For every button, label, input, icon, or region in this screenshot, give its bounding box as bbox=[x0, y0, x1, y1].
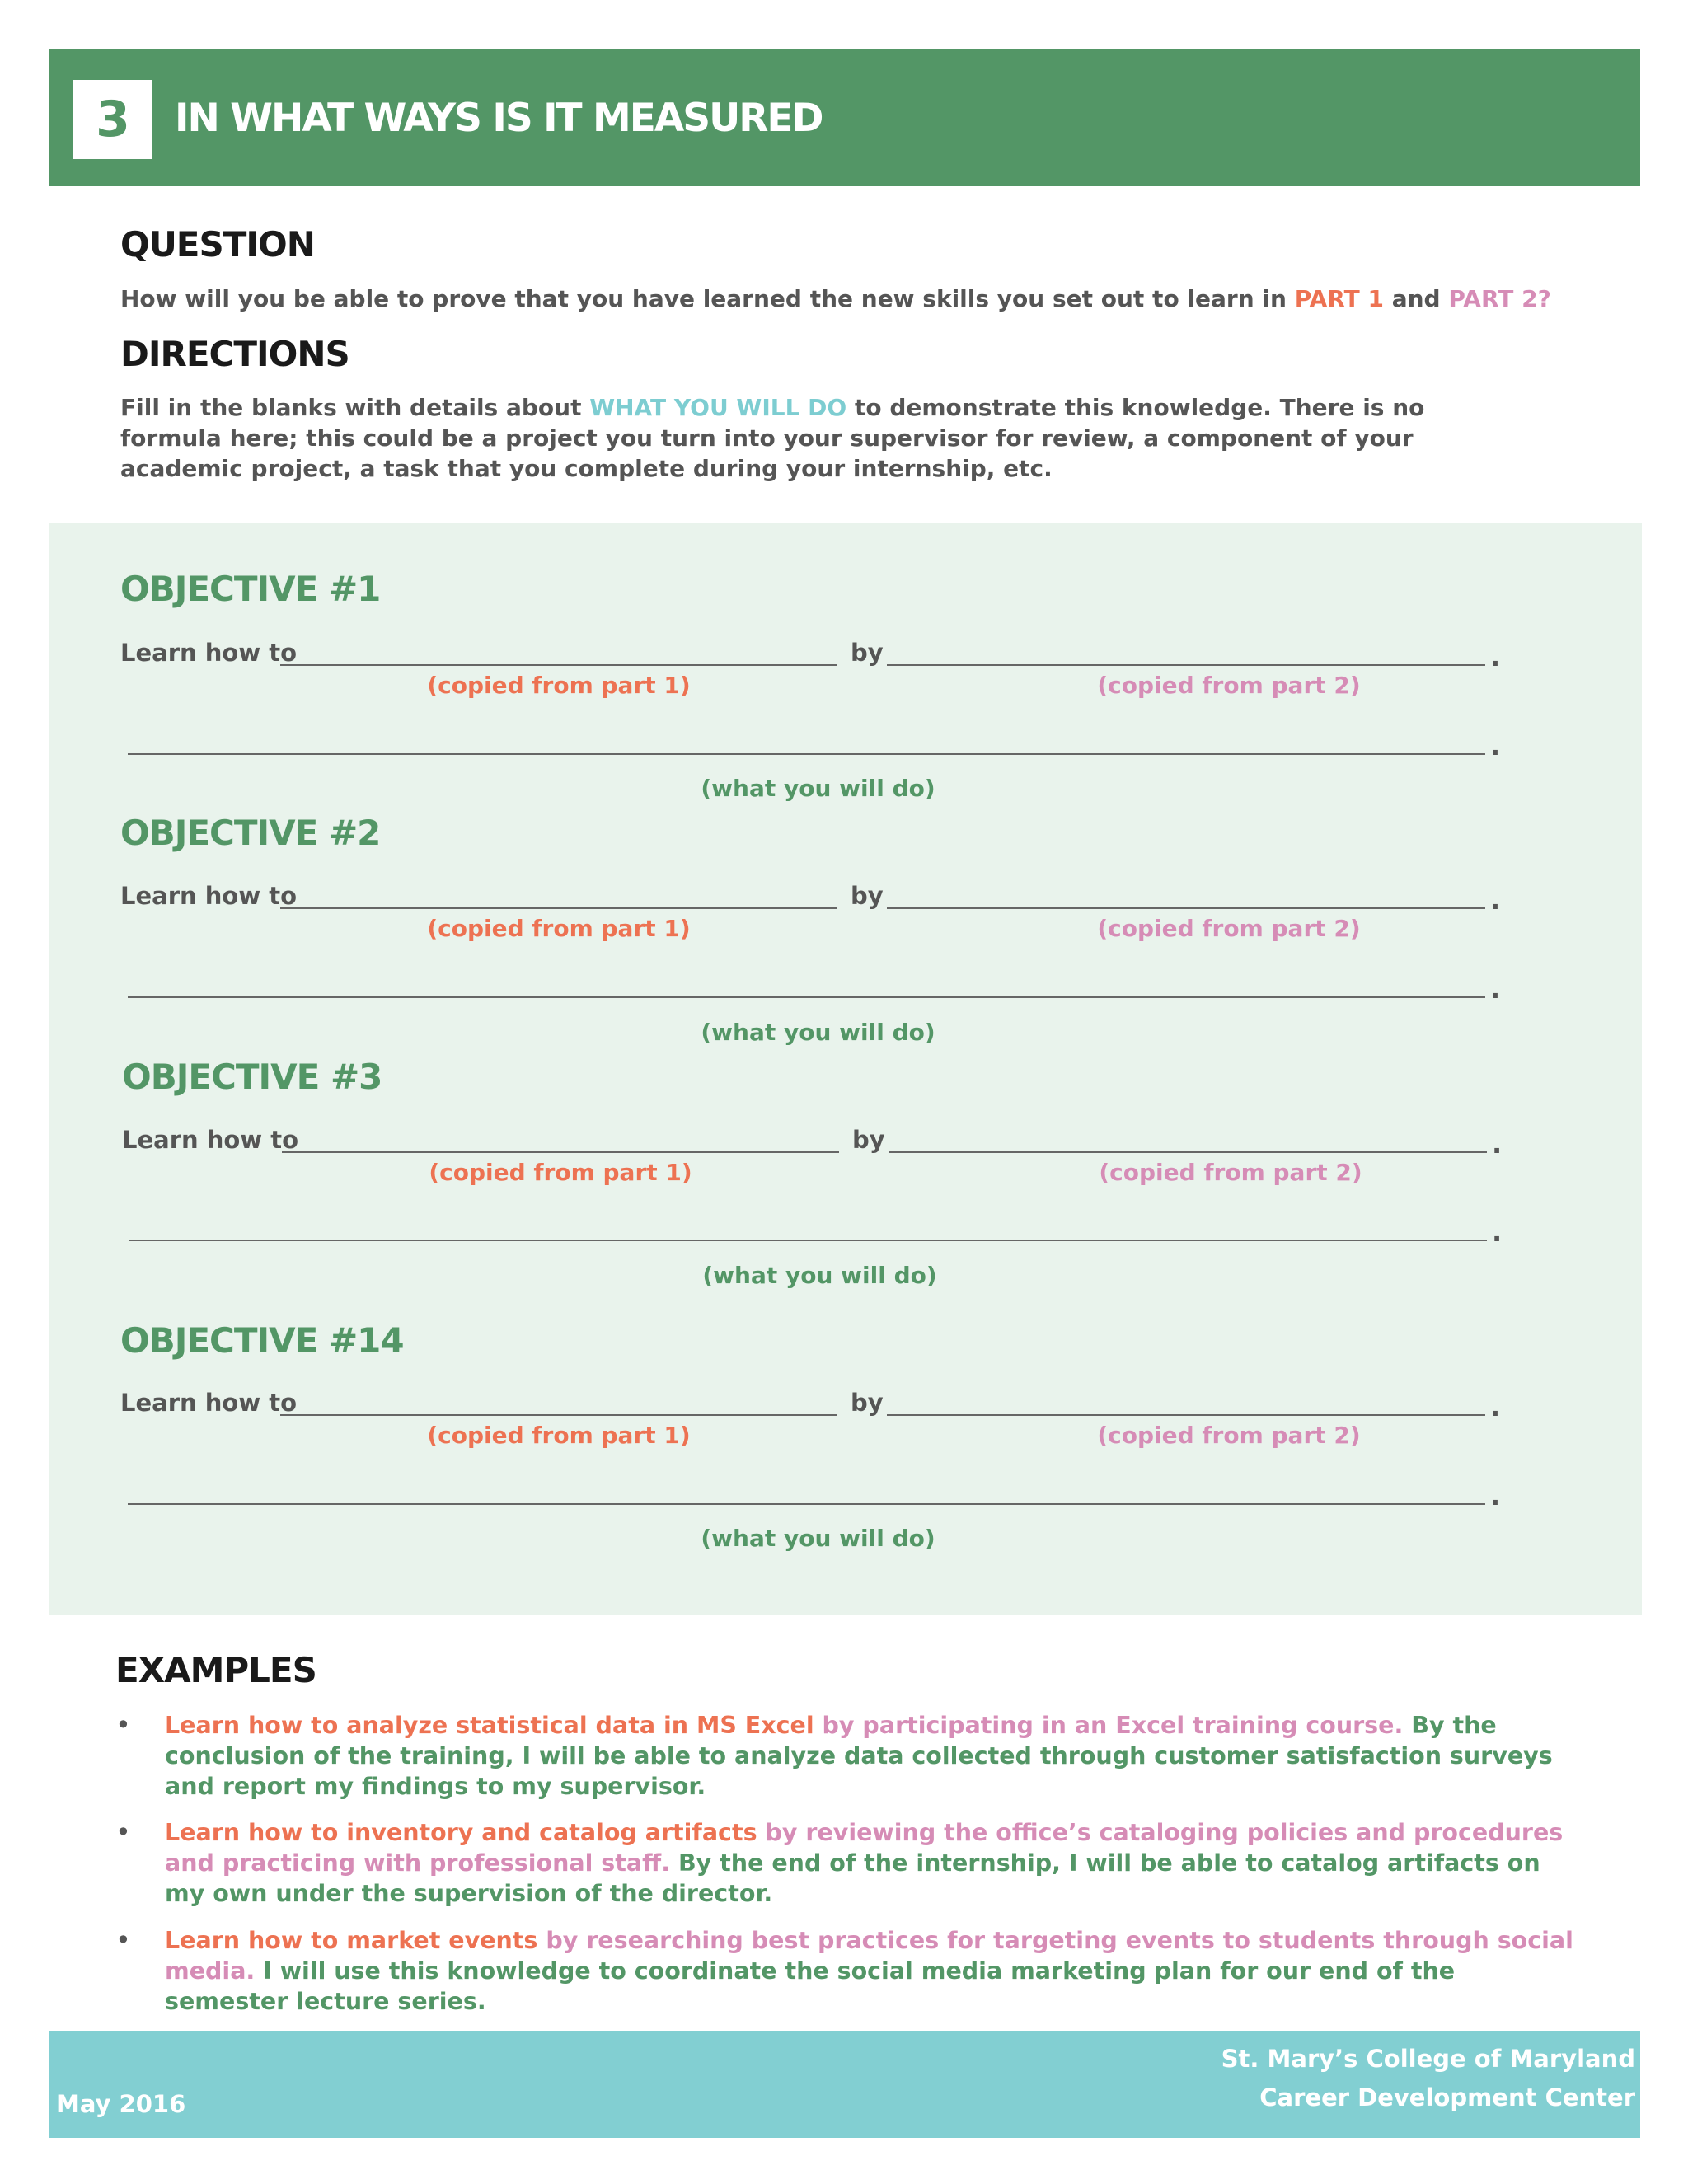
objective-title: OBJECTIVE #14 bbox=[120, 1320, 404, 1361]
section-title: IN WHAT WAYS IS IT MEASURED bbox=[175, 96, 823, 141]
what-you-will-do-label: (what you will do) bbox=[701, 775, 935, 802]
by-label: by bbox=[851, 639, 884, 667]
by-label: by bbox=[852, 1126, 885, 1154]
question-heading: QUESTION bbox=[120, 224, 315, 265]
skill-blank-line[interactable] bbox=[280, 907, 837, 909]
question-part1: PART 1 bbox=[1294, 285, 1384, 312]
example-skill: Learn how to analyze statistical data in MS Excel bbox=[165, 1712, 814, 1739]
skill-blank-line[interactable] bbox=[280, 664, 837, 666]
bullet-icon: • bbox=[115, 1709, 131, 1741]
directions-text-after: to demonstrate this knowledge. There is no formula here; this could be a project you turn into your supervisor for review, a component of your academic project, a task that you complete during your internship, etc. bbox=[120, 394, 1425, 482]
copied-from-part2-label: (copied from part 2) bbox=[1097, 1422, 1361, 1449]
example-item bbox=[165, 1925, 1582, 2017]
learn-how-to-label: Learn how to bbox=[120, 1389, 298, 1417]
question-part2: PART 2? bbox=[1448, 285, 1551, 312]
footer-department: Career Development Center bbox=[1259, 2083, 1635, 2111]
by-label: by bbox=[851, 1389, 884, 1417]
objective-title: OBJECTIVE #1 bbox=[120, 569, 381, 609]
copied-from-part1-label: (copied from part 1) bbox=[427, 1422, 691, 1449]
learn-how-to-label: Learn how to bbox=[120, 639, 298, 667]
bullet-icon: • bbox=[115, 1924, 131, 1956]
copied-from-part1-label: (copied from part 1) bbox=[427, 672, 691, 699]
method-blank-line[interactable] bbox=[889, 1151, 1487, 1153]
period: . bbox=[1490, 641, 1501, 673]
learn-how-to-label: Learn how to bbox=[122, 1126, 299, 1154]
example-item bbox=[165, 1710, 1582, 1802]
skill-blank-line[interactable] bbox=[282, 1151, 839, 1153]
objective-title: OBJECTIVE #3 bbox=[122, 1057, 382, 1097]
copied-from-part2-label: (copied from part 2) bbox=[1097, 672, 1361, 699]
example-method: by researching best practices for targeting events to students through social media. bbox=[165, 1927, 1573, 1985]
example-method: by reviewing the office’s cataloging policies and procedures and practicing with professional staff. bbox=[165, 1819, 1564, 1877]
period: . bbox=[1492, 1216, 1503, 1248]
what-you-will-do-label: (what you will do) bbox=[701, 1019, 935, 1046]
by-label: by bbox=[851, 882, 884, 910]
method-blank-line[interactable] bbox=[887, 907, 1485, 909]
copied-from-part2-label: (copied from part 2) bbox=[1097, 915, 1361, 942]
directions-text-before: Fill in the blanks with details about bbox=[120, 394, 590, 421]
example-skill: Learn how to inventory and catalog artifacts bbox=[165, 1819, 757, 1846]
example-method: by participating in an Excel training course. bbox=[814, 1712, 1404, 1739]
question-text bbox=[120, 284, 1604, 314]
method-blank-line[interactable] bbox=[887, 664, 1485, 666]
bullet-icon: • bbox=[115, 1816, 131, 1848]
question-text-body: How will you be able to prove that you have learned the new skills you set out to learn in bbox=[120, 285, 1295, 312]
method-blank-line[interactable] bbox=[887, 1414, 1485, 1416]
footer-date: May 2016 bbox=[56, 2090, 186, 2118]
example-outcome: By the conclusion of the training, I will be able to analyze data collected through customer satisfaction surveys and report my findings to my supervisor. bbox=[165, 1712, 1553, 1800]
examples-heading: EXAMPLES bbox=[115, 1650, 316, 1690]
directions-heading: DIRECTIONS bbox=[120, 334, 349, 374]
period: . bbox=[1492, 1128, 1503, 1160]
period: . bbox=[1490, 1480, 1501, 1511]
what-you-will-do-blank-line[interactable] bbox=[128, 1503, 1485, 1505]
skill-blank-line[interactable] bbox=[280, 1414, 837, 1416]
what-you-will-do-label: (what you will do) bbox=[701, 1525, 935, 1552]
copied-from-part1-label: (copied from part 1) bbox=[427, 915, 691, 942]
copied-from-part2-label: (copied from part 2) bbox=[1099, 1159, 1362, 1186]
what-you-will-do-blank-line[interactable] bbox=[128, 996, 1485, 998]
what-you-will-do-blank-line[interactable] bbox=[129, 1240, 1487, 1241]
what-you-will-do-blank-line[interactable] bbox=[128, 753, 1485, 755]
directions-highlight: WHAT YOU WILL DO bbox=[589, 394, 847, 421]
footer-org-name: St. Mary’s College of Maryland bbox=[1221, 2045, 1635, 2073]
example-item bbox=[165, 1817, 1582, 1909]
example-outcome: I will use this knowledge to coordinate the social media marketing plan for our end of the semester lecture series. bbox=[165, 1957, 1456, 2015]
period: . bbox=[1490, 973, 1501, 1005]
question-and: and bbox=[1383, 285, 1449, 312]
period: . bbox=[1490, 1391, 1501, 1422]
directions-text bbox=[120, 392, 1522, 484]
copied-from-part1-label: (copied from part 1) bbox=[429, 1159, 692, 1186]
learn-how-to-label: Learn how to bbox=[120, 882, 298, 910]
section-number-badge: 3 bbox=[73, 80, 152, 159]
example-outcome: By the end of the internship, I will be able to catalog artifacts on my own under the supervision of the director. bbox=[165, 1849, 1540, 1907]
example-skill: Learn how to market events bbox=[165, 1927, 538, 1954]
what-you-will-do-label: (what you will do) bbox=[702, 1262, 937, 1289]
objective-title: OBJECTIVE #2 bbox=[120, 813, 381, 853]
period: . bbox=[1490, 730, 1501, 762]
period: . bbox=[1490, 884, 1501, 916]
